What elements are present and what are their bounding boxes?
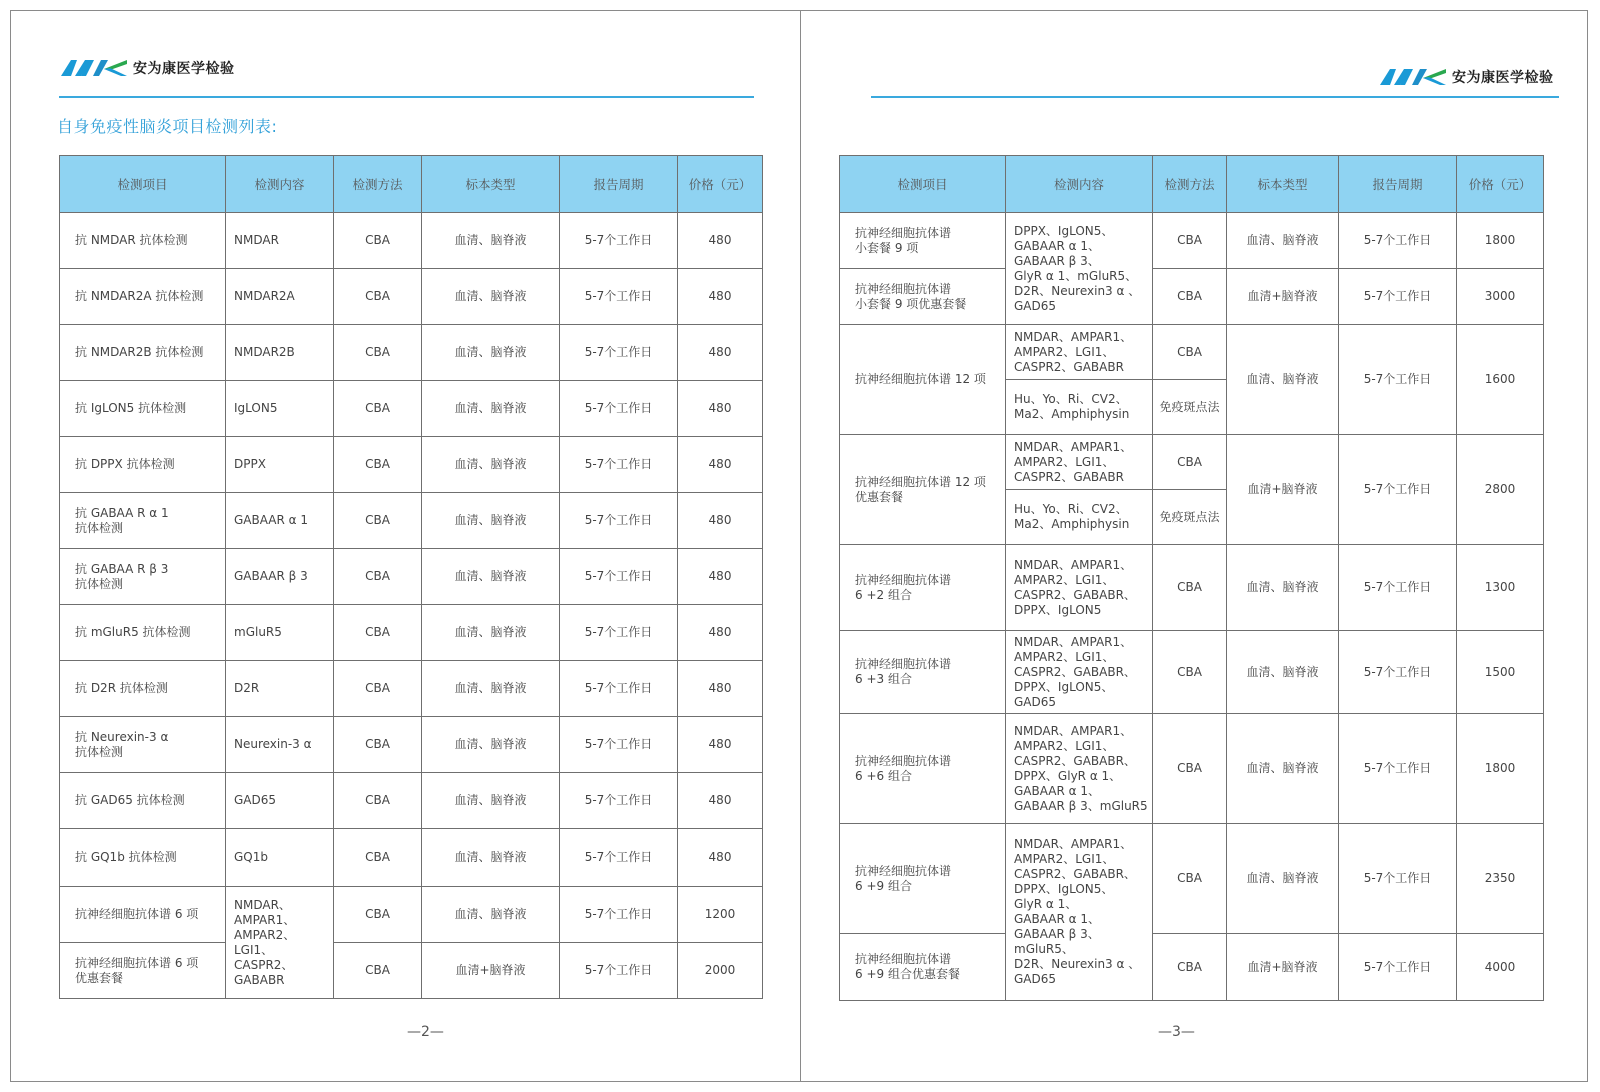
cell-period: 5-7个工作日	[1339, 824, 1457, 934]
cell-item: 抗 IgLON5 抗体检测	[60, 381, 226, 437]
cell-price: 480	[678, 269, 763, 325]
table-row	[60, 887, 763, 943]
cell-sample: 血清、脑脊液	[422, 605, 560, 661]
cell-price: 480	[678, 661, 763, 717]
cell-content: IgLON5	[226, 381, 334, 437]
header-rule	[59, 96, 754, 98]
cell-item: 抗 NMDAR2B 抗体检测	[60, 325, 226, 381]
brand-name: 安为康医学检验	[1452, 70, 1554, 86]
brand-name: 安为康医学检验	[133, 61, 235, 77]
page-number: —3—	[1158, 1024, 1195, 1040]
cell-price: 480	[678, 325, 763, 381]
cell-item: 抗神经细胞抗体谱 6 +9 组合优惠套餐	[840, 934, 1006, 1001]
page-number: —2—	[407, 1024, 444, 1040]
cell-item: 抗 mGluR5 抗体检测	[60, 605, 226, 661]
cell-method: CBA	[1153, 435, 1227, 490]
cell-sample: 血清、脑脊液	[422, 325, 560, 381]
cell-content: DPPX	[226, 437, 334, 493]
cell-price: 480	[678, 381, 763, 437]
cell-period: 5-7个工作日	[560, 325, 678, 381]
cell-sample: 血清、脑脊液	[1227, 213, 1339, 269]
cell-content: D2R	[226, 661, 334, 717]
cell-period: 5-7个工作日	[560, 213, 678, 269]
cell-method: CBA	[1153, 714, 1227, 824]
cell-content: GABAAR β 3	[226, 549, 334, 605]
cell-content: NMDAR、AMPAR1、 AMPAR2、LGI1、 CASPR2、GABABR	[1006, 325, 1153, 380]
col-header-content: 检测内容	[1006, 156, 1153, 213]
cell-price: 2000	[678, 943, 763, 999]
table-row	[60, 661, 763, 717]
cell-price: 1200	[678, 887, 763, 943]
cell-content: NMDAR、AMPAR1、 AMPAR2、LGI1、 CASPR2、GABABR、 DPPX、IgLON5	[1006, 545, 1153, 631]
cell-period: 5-7个工作日	[1339, 325, 1457, 435]
page-3	[801, 10, 1588, 1082]
cell-sample: 血清+脑脊液	[1227, 934, 1339, 1001]
table-row	[60, 325, 763, 381]
cell-sample: 血清、脑脊液	[422, 269, 560, 325]
table-row	[60, 269, 763, 325]
table-row	[840, 714, 1544, 824]
cell-price: 1800	[1457, 213, 1544, 269]
table-row	[840, 213, 1544, 269]
cell-content: NMDAR、 AMPAR1、 AMPAR2、 LGI1、 CASPR2、 GABABR	[226, 887, 334, 999]
table-row	[60, 605, 763, 661]
table-row	[60, 943, 763, 999]
table-row	[60, 549, 763, 605]
cell-item: 抗 NMDAR 抗体检测	[60, 213, 226, 269]
cell-item: 抗 GQ1b 抗体检测	[60, 829, 226, 887]
cell-content: NMDAR、AMPAR1、 AMPAR2、LGI1、 CASPR2、GABABR	[1006, 435, 1153, 490]
cell-sample: 血清+脑脊液	[1227, 269, 1339, 325]
cell-period: 5-7个工作日	[1339, 213, 1457, 269]
cell-period: 5-7个工作日	[560, 943, 678, 999]
cell-content: NMDAR、AMPAR1、 AMPAR2、LGI1、 CASPR2、GABABR、 DPPX、GlyR α 1、 GABAAR α 1、 GABAAR β 3、mGluR5	[1006, 714, 1153, 824]
cell-sample: 血清、脑脊液	[422, 887, 560, 943]
cell-content: Neurexin-3 α	[226, 717, 334, 773]
cell-price: 2800	[1457, 435, 1544, 545]
cell-content: NMDAR2B	[226, 325, 334, 381]
cell-sample: 血清、脑脊液	[422, 773, 560, 829]
cell-price: 2350	[1457, 824, 1544, 934]
cell-period: 5-7个工作日	[560, 661, 678, 717]
col-header-item: 检测项目	[840, 156, 1006, 213]
cell-item: 抗神经细胞抗体谱 6 +9 组合	[840, 824, 1006, 934]
cell-sample: 血清、脑脊液	[1227, 631, 1339, 714]
cell-content: mGluR5	[226, 605, 334, 661]
cell-content: GABAAR α 1	[226, 493, 334, 549]
cell-sample: 血清、脑脊液	[422, 213, 560, 269]
cell-item: 抗 GAD65 抗体检测	[60, 773, 226, 829]
brand-logo	[61, 58, 235, 78]
cell-sample: 血清、脑脊液	[422, 829, 560, 887]
cell-sample: 血清、脑脊液	[422, 717, 560, 773]
cell-method: CBA	[1153, 545, 1227, 631]
cell-item: 抗 GABAA R β 3 抗体检测	[60, 549, 226, 605]
test-table-left	[59, 155, 763, 999]
cell-price: 480	[678, 605, 763, 661]
col-header-content: 检测内容	[226, 156, 334, 213]
cell-period: 5-7个工作日	[560, 549, 678, 605]
cell-method: CBA	[334, 829, 422, 887]
cell-method: CBA	[1153, 213, 1227, 269]
col-header-sample: 标本类型	[1227, 156, 1339, 213]
cell-method: CBA	[334, 605, 422, 661]
cell-sample: 血清、脑脊液	[422, 381, 560, 437]
cell-content: NMDAR	[226, 213, 334, 269]
cell-method: CBA	[1153, 934, 1227, 1001]
cell-period: 5-7个工作日	[560, 605, 678, 661]
cell-item: 抗 D2R 抗体检测	[60, 661, 226, 717]
cell-period: 5-7个工作日	[560, 269, 678, 325]
table-row	[840, 435, 1544, 490]
col-header-method: 检测方法	[334, 156, 422, 213]
table-row	[60, 381, 763, 437]
cell-method: CBA	[1153, 631, 1227, 714]
cell-period: 5-7个工作日	[1339, 435, 1457, 545]
cell-item: 抗 GABAA R α 1 抗体检测	[60, 493, 226, 549]
cell-method: CBA	[334, 213, 422, 269]
cell-item: 抗神经细胞抗体谱 6 +3 组合	[840, 631, 1006, 714]
cell-content: NMDAR、AMPAR1、 AMPAR2、LGI1、 CASPR2、GABABR、 DPPX、IgLON5、 GAD65	[1006, 631, 1153, 714]
cell-sample: 血清+脑脊液	[1227, 435, 1339, 545]
cell-method: CBA	[334, 661, 422, 717]
cell-item: 抗 Neurexin-3 α 抗体检测	[60, 717, 226, 773]
cell-item: 抗神经细胞抗体谱 12 项	[840, 325, 1006, 435]
table-row	[840, 934, 1544, 1001]
table-row	[840, 631, 1544, 714]
cell-period: 5-7个工作日	[560, 773, 678, 829]
table-header-row	[840, 156, 1544, 213]
table-row	[60, 493, 763, 549]
table-row	[60, 829, 763, 887]
cell-period: 5-7个工作日	[1339, 545, 1457, 631]
table-row	[840, 325, 1544, 380]
col-header-period: 报告周期	[1339, 156, 1457, 213]
cell-method: CBA	[334, 381, 422, 437]
cell-item: 抗神经细胞抗体谱 12 项 优惠套餐	[840, 435, 1006, 545]
cell-price: 3000	[1457, 269, 1544, 325]
cell-item: 抗神经细胞抗体谱 小套餐 9 项优惠套餐	[840, 269, 1006, 325]
col-header-sample: 标本类型	[422, 156, 560, 213]
cell-price: 480	[678, 773, 763, 829]
col-header-price: 价格（元）	[678, 156, 763, 213]
awk-logo-icon	[61, 58, 129, 78]
col-header-price: 价格（元）	[1457, 156, 1544, 213]
cell-content: NMDAR2A	[226, 269, 334, 325]
cell-period: 5-7个工作日	[560, 717, 678, 773]
cell-sample: 血清、脑脊液	[1227, 714, 1339, 824]
table-row	[60, 437, 763, 493]
test-table-right	[839, 155, 1544, 1001]
cell-content: GAD65	[226, 773, 334, 829]
cell-method: 免疫斑点法	[1153, 490, 1227, 545]
table-header-row	[60, 156, 763, 213]
cell-sample: 血清、脑脊液	[422, 549, 560, 605]
cell-item: 抗神经细胞抗体谱 小套餐 9 项	[840, 213, 1006, 269]
col-header-method: 检测方法	[1153, 156, 1227, 213]
cell-item: 抗神经细胞抗体谱 6 +2 组合	[840, 545, 1006, 631]
cell-method: CBA	[334, 437, 422, 493]
cell-method: CBA	[1153, 269, 1227, 325]
cell-method: CBA	[334, 269, 422, 325]
cell-content: GQ1b	[226, 829, 334, 887]
table-row	[60, 717, 763, 773]
cell-sample: 血清、脑脊液	[1227, 824, 1339, 934]
cell-method: CBA	[334, 493, 422, 549]
cell-item: 抗神经细胞抗体谱 6 项 优惠套餐	[60, 943, 226, 999]
cell-item: 抗神经细胞抗体谱 6 +6 组合	[840, 714, 1006, 824]
cell-item: 抗 DPPX 抗体检测	[60, 437, 226, 493]
header-rule	[871, 96, 1559, 98]
cell-price: 480	[678, 437, 763, 493]
cell-period: 5-7个工作日	[560, 381, 678, 437]
cell-sample: 血清、脑脊液	[1227, 325, 1339, 435]
cell-method: CBA	[334, 325, 422, 381]
cell-sample: 血清、脑脊液	[422, 661, 560, 717]
cell-period: 5-7个工作日	[1339, 631, 1457, 714]
col-header-item: 检测项目	[60, 156, 226, 213]
cell-price: 480	[678, 717, 763, 773]
brand-logo	[1380, 67, 1554, 87]
col-header-period: 报告周期	[560, 156, 678, 213]
cell-sample: 血清、脑脊液	[422, 437, 560, 493]
cell-price: 1600	[1457, 325, 1544, 435]
section-title: 自身免疫性脑炎项目检测列表:	[57, 117, 278, 136]
cell-period: 5-7个工作日	[1339, 934, 1457, 1001]
cell-content: Hu、Yo、Ri、CV2、 Ma2、Amphiphysin	[1006, 380, 1153, 435]
cell-content: NMDAR、AMPAR1、 AMPAR2、LGI1、 CASPR2、GABABR、 DPPX、IgLON5、 GlyR α 1、 GABAAR α 1、 GABAAR β 3、 mGluR5、 D2R、Neurexin3 α 、 GAD65	[1006, 824, 1153, 1001]
cell-method: CBA	[334, 887, 422, 943]
table-row	[840, 824, 1544, 934]
cell-period: 5-7个工作日	[1339, 269, 1457, 325]
cell-period: 5-7个工作日	[560, 887, 678, 943]
cell-method: 免疫斑点法	[1153, 380, 1227, 435]
cell-price: 4000	[1457, 934, 1544, 1001]
cell-price: 480	[678, 213, 763, 269]
cell-item: 抗 NMDAR2A 抗体检测	[60, 269, 226, 325]
cell-method: CBA	[334, 549, 422, 605]
cell-sample: 血清、脑脊液	[1227, 545, 1339, 631]
cell-method: CBA	[334, 943, 422, 999]
cell-price: 1500	[1457, 631, 1544, 714]
cell-item: 抗神经细胞抗体谱 6 项	[60, 887, 226, 943]
cell-method: CBA	[334, 717, 422, 773]
table-row	[840, 545, 1544, 631]
cell-price: 1800	[1457, 714, 1544, 824]
cell-period: 5-7个工作日	[560, 493, 678, 549]
cell-period: 5-7个工作日	[560, 437, 678, 493]
table-row	[840, 269, 1544, 325]
table-row	[60, 213, 763, 269]
cell-price: 480	[678, 493, 763, 549]
page-2	[11, 10, 800, 1082]
table-row	[60, 773, 763, 829]
cell-period: 5-7个工作日	[1339, 714, 1457, 824]
cell-method: CBA	[1153, 325, 1227, 380]
cell-method: CBA	[334, 773, 422, 829]
cell-content: DPPX、IgLON5、 GABAAR α 1、 GABAAR β 3、 GlyR α 1、mGluR5、 D2R、Neurexin3 α 、 GAD65	[1006, 213, 1153, 325]
cell-price: 1300	[1457, 545, 1544, 631]
awk-logo-icon	[1380, 67, 1448, 87]
cell-period: 5-7个工作日	[560, 829, 678, 887]
cell-content: Hu、Yo、Ri、CV2、 Ma2、Amphiphysin	[1006, 490, 1153, 545]
cell-sample: 血清+脑脊液	[422, 943, 560, 999]
cell-price: 480	[678, 829, 763, 887]
cell-method: CBA	[1153, 824, 1227, 934]
cell-price: 480	[678, 549, 763, 605]
cell-sample: 血清、脑脊液	[422, 493, 560, 549]
